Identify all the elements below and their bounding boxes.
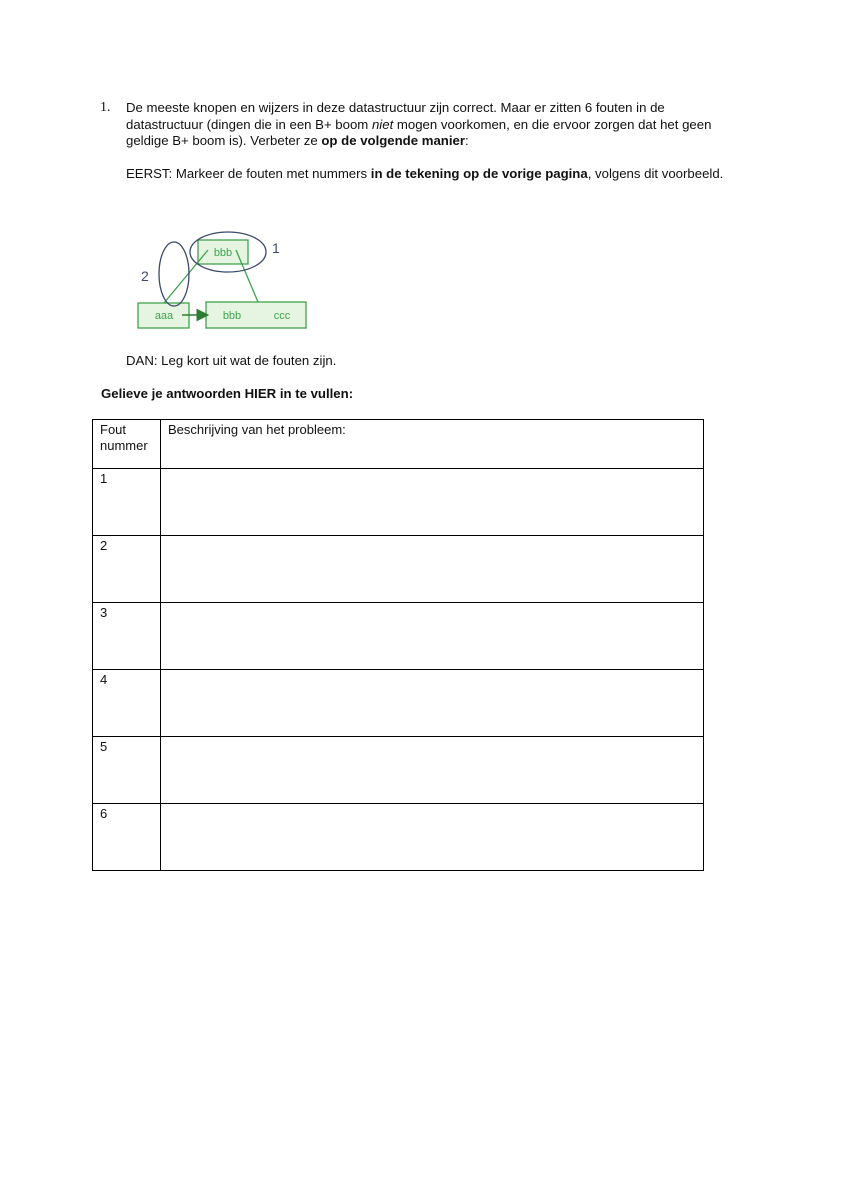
row-description-field[interactable]: [161, 737, 704, 804]
intro-italic: niet: [371, 116, 394, 132]
row-number: 2: [93, 536, 161, 603]
table-row: [93, 469, 704, 536]
table-row: [93, 536, 704, 603]
marker-label-1: 1: [272, 240, 280, 256]
table-header-row: [93, 420, 704, 469]
heading-text-1: Gelieve je antwoorden: [101, 386, 245, 401]
marker-ellipse-2: [159, 242, 189, 306]
row-description-field[interactable]: [161, 536, 704, 603]
heading-text-3: in te vullen:: [276, 386, 354, 401]
row-number: 1: [93, 469, 161, 536]
intro-text-1: De meeste knopen en wijzers in deze datastructuur zijn correct. Maar er zitten 6 fouten in de datastructuur (dingen die in een B+ boom: [126, 100, 665, 132]
leaf2-key-2: ccc: [273, 310, 291, 322]
answers-heading: [101, 386, 353, 403]
question-number: 1.: [100, 100, 111, 115]
heading-text-2: HIER: [244, 386, 277, 401]
leaf-node-2: [206, 302, 306, 328]
row-number: 4: [93, 670, 161, 737]
header-fout-nummer: Fout nummer: [93, 420, 161, 469]
table-row: [93, 603, 704, 670]
leaf2-key-1: bbb: [222, 310, 242, 322]
row-description-field[interactable]: [161, 670, 704, 737]
intro-bold: op de volgende manier: [321, 133, 465, 149]
row-number: 5: [93, 737, 161, 804]
answers-table: [92, 419, 704, 871]
first-instruction: [126, 166, 726, 183]
question-intro: [126, 100, 726, 150]
table-row: [93, 737, 704, 804]
first-bold: in de tekening op de vorige pagina: [370, 166, 588, 181]
first-text-1: EERST: Markeer de fouten met nummers: [126, 166, 371, 181]
intro-text-3: :: [465, 133, 469, 149]
root-key: bbb: [213, 247, 233, 259]
first-text-2: , volgens dit voorbeeld.: [587, 166, 724, 181]
row-description-field[interactable]: [161, 603, 704, 670]
row-number: 3: [93, 603, 161, 670]
row-description-field[interactable]: [161, 804, 704, 871]
then-instruction: DAN: Leg kort uit wat de fouten zijn.: [126, 353, 337, 368]
table-row: [93, 804, 704, 871]
row-description-field[interactable]: [161, 469, 704, 536]
leaf1-key-1: aaa: [154, 310, 174, 322]
table-row: [93, 670, 704, 737]
example-diagram: [130, 228, 315, 333]
row-number: 6: [93, 804, 161, 871]
marker-label-2: 2: [141, 268, 149, 284]
intro-text-2: mogen voorkomen, en die ervoor zorgen dat het geen geldige B+ boom is). Verbeter ze: [126, 116, 712, 149]
header-beschrijving: Beschrijving van het probleem:: [161, 420, 704, 469]
